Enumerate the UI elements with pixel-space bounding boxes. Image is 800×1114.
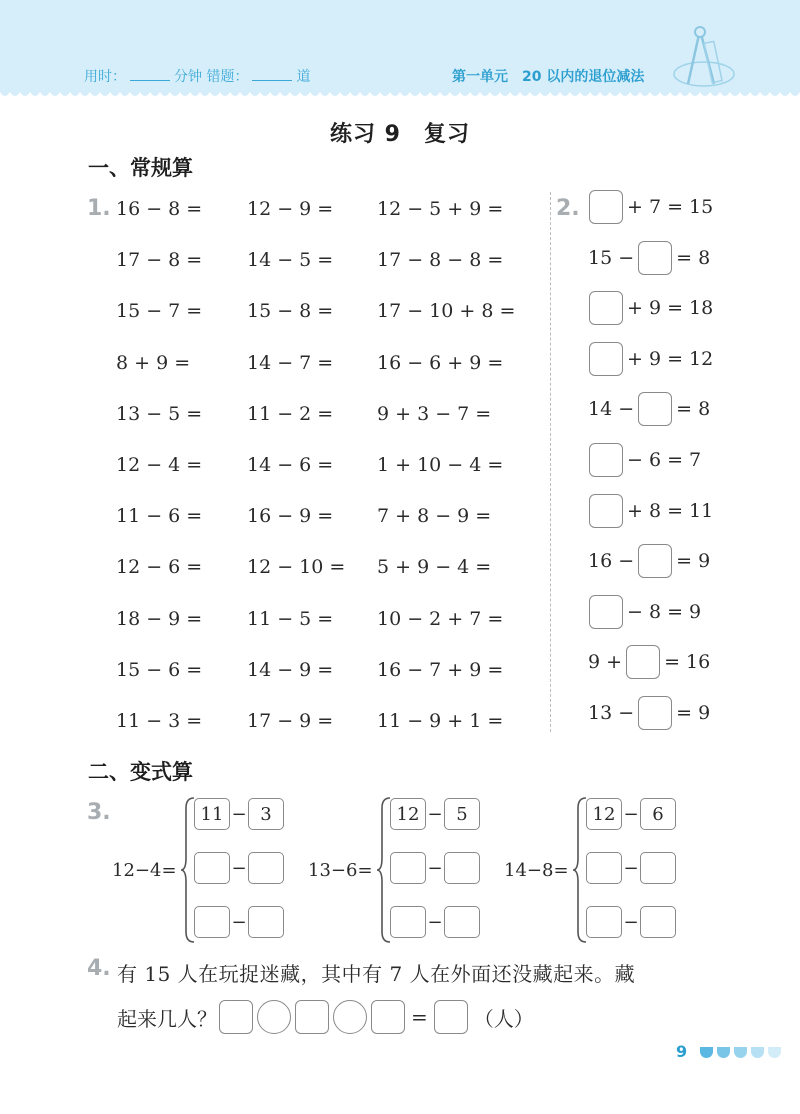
equation-col1-7: 11 − 6 = bbox=[116, 505, 203, 528]
equation-col1-9: 18 − 9 = bbox=[116, 607, 203, 630]
word-problem-answer-row bbox=[117, 1000, 538, 1034]
equation-col2-4: 14 − 7 = bbox=[247, 351, 334, 374]
fill-in-row-10 bbox=[588, 645, 710, 679]
time-errors-fields bbox=[84, 66, 310, 86]
unit-title: 第一单元 20 以内的退位减法 bbox=[452, 69, 645, 85]
answer-box[interactable] bbox=[638, 241, 672, 275]
answer-box[interactable] bbox=[589, 443, 623, 477]
section-heading-variant: 二、变式算 bbox=[88, 760, 193, 784]
equation-col3-6: 1 + 10 − 4 = bbox=[377, 454, 504, 476]
decomposition-box-left: 12 bbox=[390, 798, 426, 830]
equation-col2-3: 15 − 8 = bbox=[247, 300, 334, 323]
answer-box[interactable] bbox=[638, 392, 672, 426]
minute-label: 分钟 bbox=[174, 69, 202, 85]
decomposition-box-right[interactable] bbox=[444, 906, 480, 938]
decomposition-row-1-3 bbox=[194, 906, 284, 938]
decomposition-box-right: 3 bbox=[248, 798, 284, 830]
decomposition-box-left[interactable] bbox=[586, 852, 622, 884]
equation-col3-3: 17 − 10 + 8 = bbox=[377, 300, 516, 323]
decor-dot bbox=[751, 1047, 764, 1058]
decomposition-box-right[interactable] bbox=[640, 906, 676, 938]
decomposition-row-2-3 bbox=[390, 906, 480, 938]
page-title: 练习 9 复习 bbox=[330, 122, 470, 147]
equation-col2-10: 14 − 9 = bbox=[247, 658, 334, 681]
answer-box[interactable] bbox=[589, 342, 623, 376]
question-number-3: 3. bbox=[87, 800, 111, 825]
fill-in-row-3 bbox=[585, 291, 713, 325]
equation-col1-2: 17 − 8 = bbox=[116, 249, 203, 272]
decomposition-box-left: 12 bbox=[586, 798, 622, 830]
fill-in-prefix: 13 − bbox=[588, 702, 635, 724]
decomposition-box-left[interactable] bbox=[194, 852, 230, 884]
minus-sign: − bbox=[623, 857, 639, 879]
fill-in-suffix: + 8 = 11 bbox=[627, 499, 714, 522]
answer-box[interactable] bbox=[589, 190, 623, 224]
equation-col1-11: 11 − 3 = bbox=[116, 710, 203, 732]
decor-dot bbox=[768, 1047, 781, 1058]
fill-in-suffix: = 9 bbox=[676, 550, 711, 573]
equation-col1-1: 16 − 8 = bbox=[116, 198, 203, 220]
equation-col2-2: 14 − 5 = bbox=[247, 249, 334, 272]
fill-in-row-6 bbox=[585, 443, 701, 477]
minus-sign: − bbox=[623, 803, 639, 825]
equation-col3-11: 11 − 9 + 1 = bbox=[377, 710, 504, 732]
decomposition-box-right: 6 bbox=[640, 798, 676, 830]
errors-blank[interactable] bbox=[252, 67, 292, 81]
decomposition-box-right: 5 bbox=[444, 798, 480, 830]
column-divider bbox=[550, 192, 551, 732]
fill-in-row-7 bbox=[585, 494, 713, 528]
page-decoration-dots bbox=[700, 1047, 785, 1058]
equation-col1-3: 15 − 7 = bbox=[116, 300, 203, 323]
minus-sign: − bbox=[427, 803, 443, 825]
equation-col3-4: 16 − 6 + 9 = bbox=[377, 351, 504, 374]
answer-box[interactable] bbox=[638, 544, 672, 578]
equals-sign: = bbox=[411, 1005, 428, 1029]
decomposition-row-3-1 bbox=[586, 798, 676, 830]
question-number-4: 4. bbox=[87, 956, 111, 981]
equation-col3-1: 12 − 5 + 9 = bbox=[377, 198, 504, 220]
section-heading-regular: 一、常规算 bbox=[88, 156, 193, 180]
decomposition-box-left: 11 bbox=[194, 798, 230, 830]
fill-in-suffix: = 8 bbox=[676, 246, 711, 269]
fill-in-suffix: = 8 bbox=[676, 398, 711, 421]
fill-in-row-11 bbox=[588, 696, 710, 730]
fill-in-prefix: 9 + bbox=[588, 651, 623, 674]
page-number: 9 bbox=[676, 1042, 688, 1061]
answer-circle-operator-2[interactable] bbox=[333, 1000, 367, 1034]
equation-col1-8: 12 − 6 = bbox=[116, 556, 203, 579]
equation-col1-5: 13 − 5 = bbox=[116, 402, 203, 425]
decomposition-row-1-1 bbox=[194, 798, 284, 830]
decomposition-row-1-2 bbox=[194, 852, 284, 884]
decomposition-box-right[interactable] bbox=[444, 852, 480, 884]
decomposition-lhs-2: 13−6= bbox=[308, 860, 373, 881]
errors-label: 错题： bbox=[206, 69, 249, 85]
minus-sign: − bbox=[623, 911, 639, 933]
equation-col2-8: 12 − 10 = bbox=[247, 556, 346, 579]
compass-ruler-icon bbox=[664, 22, 736, 94]
equation-col3-2: 17 − 8 − 8 = bbox=[377, 249, 504, 272]
answer-box-number-2[interactable] bbox=[295, 1000, 329, 1034]
minus-sign: − bbox=[427, 911, 443, 933]
fill-in-row-9 bbox=[585, 595, 701, 629]
equation-col1-6: 12 − 4 = bbox=[116, 454, 203, 476]
equation-col1-10: 15 − 6 = bbox=[116, 658, 203, 681]
decomposition-box-left[interactable] bbox=[390, 906, 426, 938]
decomposition-box-left[interactable] bbox=[194, 906, 230, 938]
question-number-2: 2. bbox=[556, 196, 580, 221]
unit-label: （人） bbox=[473, 1006, 534, 1031]
fill-in-suffix: − 6 = 7 bbox=[627, 449, 702, 471]
fill-in-suffix: = 16 bbox=[664, 651, 711, 674]
word-problem-text-line2: 起来几人？ bbox=[117, 1006, 217, 1031]
fill-in-prefix: 14 − bbox=[588, 398, 635, 421]
fill-in-prefix: 15 − bbox=[588, 246, 635, 269]
time-label: 用时： bbox=[84, 69, 126, 85]
minus-sign: − bbox=[231, 857, 247, 879]
answer-box-result[interactable] bbox=[434, 1000, 468, 1034]
decor-dot bbox=[734, 1047, 747, 1058]
answer-box[interactable] bbox=[589, 291, 623, 325]
equation-col2-1: 12 − 9 = bbox=[247, 198, 334, 220]
decomposition-row-2-2 bbox=[390, 852, 480, 884]
fill-in-suffix: + 9 = 12 bbox=[627, 347, 714, 370]
answer-box[interactable] bbox=[589, 595, 623, 629]
decomposition-box-right[interactable] bbox=[640, 852, 676, 884]
decomposition-row-3-3 bbox=[586, 906, 676, 938]
fill-in-row-8 bbox=[588, 544, 710, 578]
fill-in-suffix: − 8 = 9 bbox=[627, 600, 702, 623]
fill-in-prefix: 16 − bbox=[588, 550, 635, 573]
equation-col3-10: 16 − 7 + 9 = bbox=[377, 658, 504, 681]
fill-in-row-4 bbox=[585, 342, 713, 376]
minus-sign: − bbox=[427, 857, 443, 879]
equation-col3-9: 10 − 2 + 7 = bbox=[377, 607, 504, 630]
decor-dot bbox=[700, 1047, 713, 1058]
decor-dot bbox=[717, 1047, 730, 1058]
fill-in-suffix: + 7 = 15 bbox=[627, 196, 714, 218]
answer-box[interactable] bbox=[638, 696, 672, 730]
question-number-1: 1. bbox=[87, 196, 111, 221]
answer-box-number-3[interactable] bbox=[371, 1000, 405, 1034]
equation-col2-9: 11 − 5 = bbox=[247, 607, 334, 630]
answer-circle-operator-1[interactable] bbox=[257, 1000, 291, 1034]
equation-col3-5: 9 + 3 − 7 = bbox=[377, 402, 492, 425]
decomposition-lhs-3: 14−8= bbox=[504, 860, 569, 881]
decomposition-row-3-2 bbox=[586, 852, 676, 884]
equation-col2-5: 11 − 2 = bbox=[247, 402, 334, 425]
decomposition-box-left[interactable] bbox=[390, 852, 426, 884]
decomposition-box-right[interactable] bbox=[248, 906, 284, 938]
fill-in-row-2 bbox=[588, 241, 710, 275]
minus-sign: − bbox=[231, 803, 247, 825]
minus-sign: − bbox=[231, 911, 247, 933]
decomposition-box-right[interactable] bbox=[248, 852, 284, 884]
equation-col3-8: 5 + 9 − 4 = bbox=[377, 556, 492, 579]
fill-in-suffix: = 9 bbox=[676, 702, 711, 724]
decomposition-row-2-1 bbox=[390, 798, 480, 830]
word-problem-text-line1: 有 15 人在玩捉迷藏，其中有 7 人在外面还没藏起来。藏 bbox=[117, 962, 636, 986]
decomposition-box-left[interactable] bbox=[586, 906, 622, 938]
time-blank[interactable] bbox=[130, 67, 170, 81]
decomposition-lhs-1: 12−4= bbox=[112, 860, 177, 881]
count-label: 道 bbox=[296, 69, 311, 85]
equation-col2-7: 16 − 9 = bbox=[247, 505, 334, 528]
equation-col2-6: 14 − 6 = bbox=[247, 454, 334, 476]
fill-in-row-1 bbox=[585, 190, 713, 224]
equation-col1-4: 8 + 9 = bbox=[116, 351, 191, 374]
equation-col3-7: 7 + 8 − 9 = bbox=[377, 505, 492, 528]
equation-col2-11: 17 − 9 = bbox=[247, 710, 334, 732]
fill-in-row-5 bbox=[588, 392, 710, 426]
answer-box[interactable] bbox=[626, 645, 660, 679]
fill-in-suffix: + 9 = 18 bbox=[627, 297, 714, 320]
answer-box-number-1[interactable] bbox=[219, 1000, 253, 1034]
answer-box[interactable] bbox=[589, 494, 623, 528]
